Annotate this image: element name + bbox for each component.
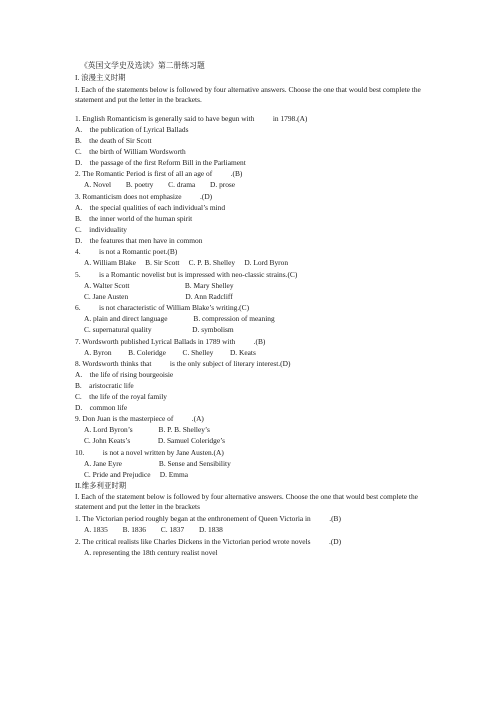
document-title: 《英国文学史及选读》第二册练习题 <box>80 61 205 70</box>
question-option: A. Novel B. poetry C. drama D. prose <box>84 180 236 189</box>
question-stem: 10. is not a novel written by Jane Austen.(A) <box>75 448 224 457</box>
question-option: C. the birth of William Wordsworth <box>75 147 186 156</box>
question-stem: 1. English Romanticism is generally said to have begun with in 1798.(A) <box>75 114 308 123</box>
question-option: A. William Blake B. Sir Scott C. P. B. Shelley D. Lord Byron <box>84 258 289 267</box>
question-option: B. aristocratic life <box>75 381 134 390</box>
question-option: B. the death of Sir Scott <box>75 136 152 145</box>
question-stem: 9. Don Juan is the masterpiece of .(A) <box>75 414 204 423</box>
question-option: C. Jane Austen D. Ann Radcliff <box>84 292 233 301</box>
question-option: D. the passage of the first Reform Bill in the Parliament <box>75 158 246 167</box>
part1-instructions: I. Each of the statements below is followed by four alternative answers. Choose the one that would best complete the statement and put the letter in the brackets. <box>75 85 421 104</box>
question-stem: 2. The Romantic Period is first of all an age of .(B) <box>75 169 243 178</box>
question-stem: 3. Romanticism does not emphasize .(D) <box>75 192 213 201</box>
question-option: C. supernatural quality D. symbolism <box>84 325 234 334</box>
question-stem: 1. The Victorian period roughly began at the enthronement of Queen Victoria in .(B) <box>75 514 341 523</box>
question-option: A. Byron B. Coleridge C. Shelley D. Keats <box>84 348 256 357</box>
question-option: A. the publication of Lyrical Ballads <box>75 125 189 134</box>
question-option: D. the features that men have in common <box>75 236 203 245</box>
question-option: C. the life of the royal family <box>75 392 167 401</box>
part2-instructions: I. Each of the statement below is followed by four alternative answers. Choose the one that would best complete the statement and put the letter in the brackets <box>75 492 418 511</box>
question-option: A. Walter Scott B. Mary Shelley <box>84 281 234 290</box>
question-stem: 7. Wordsworth published Lyrical Ballads in 1789 with .(B) <box>75 337 266 346</box>
question-option: A. the special qualities of each individual’s mind <box>75 203 226 212</box>
question-option: C. Pride and Prejudice D. Emma <box>84 470 189 479</box>
question-stem: 6. is not characteristic of William Blake’s writing.(C) <box>75 303 250 312</box>
question-option: A. Lord Byron’s B. P. B. Shelley’s <box>84 425 210 434</box>
question-stem: 5. is a Romantic novelist but is impressed with neo-classic strains.(C) <box>75 270 298 279</box>
question-option: A. 1835 B. 1836 C. 1837 D. 1838 <box>84 525 223 534</box>
question-option: A. representing the 18th century realist novel <box>84 548 218 557</box>
question-option: B. the inner world of the human spirit <box>75 214 193 223</box>
question-option: A. Jane Eyre B. Sense and Sensibility <box>84 459 231 468</box>
part2-heading: II.维多利亚时期 <box>75 481 127 490</box>
question-stem: 4. is not a Romantic poet.(B) <box>75 247 178 256</box>
question-option: D. common life <box>75 403 128 412</box>
question-stem: 8. Wordsworth thinks that is the only subject of literary interest.(D) <box>75 359 291 368</box>
part1-heading: I. 浪漫主义时期 <box>75 73 126 82</box>
question-stem: 2. The critical realists like Charles Dickens in the Victorian period wrote novels .(D) <box>75 537 342 546</box>
question-option: C. John Keats’s D. Samuel Coleridge’s <box>84 436 226 445</box>
question-option: A. the life of rising bourgeoisie <box>75 370 174 379</box>
question-option: C. individuality <box>75 225 127 234</box>
question-option: A. plain and direct language B. compression of meaning <box>84 314 275 323</box>
